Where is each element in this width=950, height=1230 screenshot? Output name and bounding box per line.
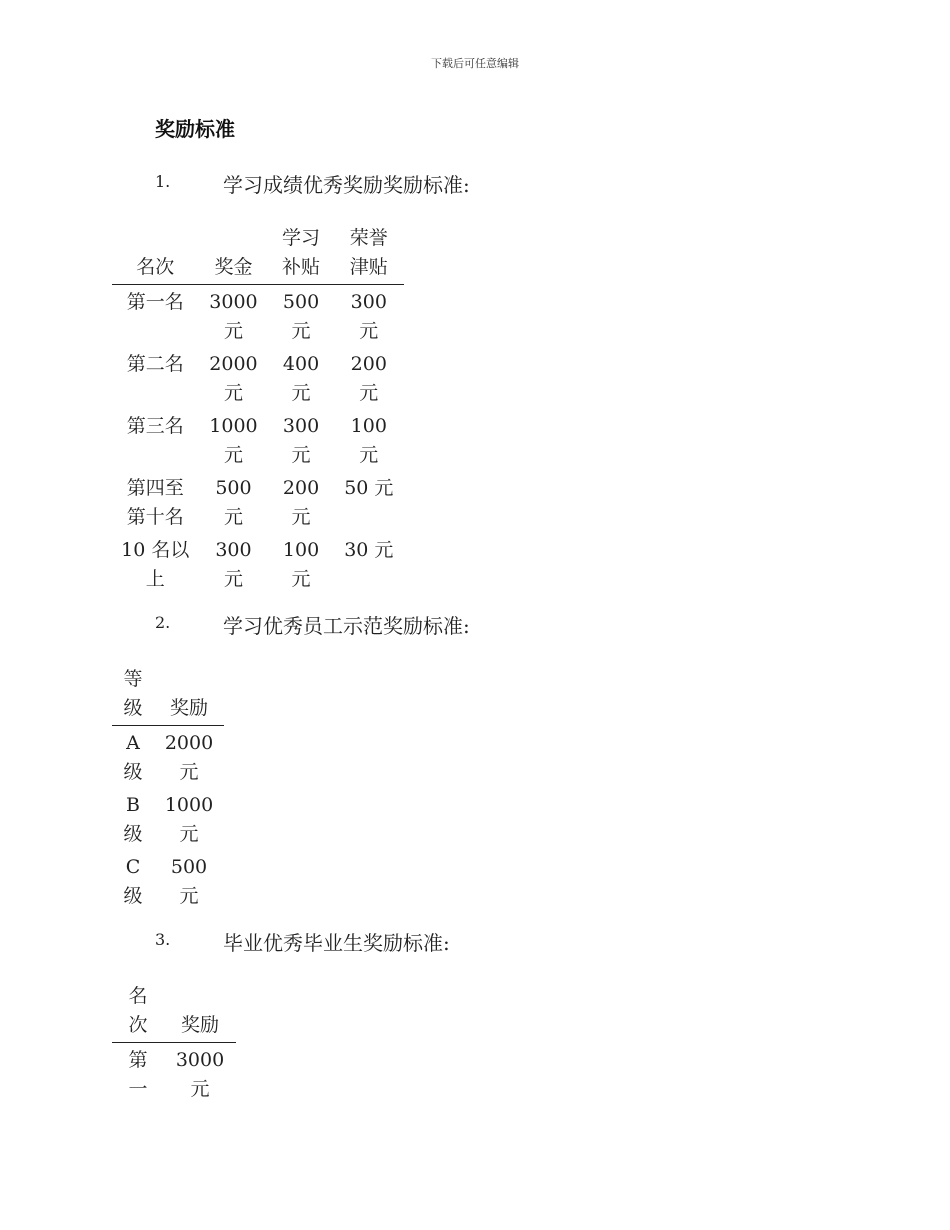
table-cell: B 级 xyxy=(123,794,143,845)
column-header-bonus: 奖金 xyxy=(198,224,268,285)
table-row xyxy=(112,726,224,789)
column-header-reward: 奖励 xyxy=(164,982,236,1043)
table-row xyxy=(112,471,404,533)
table-row xyxy=(112,788,224,850)
table-row xyxy=(112,533,404,595)
table-cell: 400 元 xyxy=(282,353,320,404)
column-header-rank: 名次 xyxy=(112,224,198,285)
table-cell: 1000 元 xyxy=(164,794,214,845)
table-cell: 300 元 xyxy=(282,415,320,466)
column-header-study-subsidy: 学习 补贴 xyxy=(269,224,334,285)
page-title: 奖励标准 xyxy=(155,117,235,141)
section-title: 毕业优秀毕业生奖励标准: xyxy=(223,931,450,955)
table-cell: 3000 元 xyxy=(209,291,258,342)
table-cell: 500 元 xyxy=(282,291,320,342)
table-cell: 200 元 xyxy=(350,353,387,404)
table-cell: 第三名 xyxy=(126,415,184,437)
section-number: 2. xyxy=(155,613,171,632)
graduate-award-table xyxy=(112,982,236,1105)
table-cell: 300 元 xyxy=(350,291,387,342)
table-row xyxy=(112,347,404,409)
header-note: 下载后可任意编辑 xyxy=(431,57,519,70)
table-cell: 第二名 xyxy=(126,353,184,375)
column-header-grade: 等 级 xyxy=(112,665,154,726)
table-cell: 1000 元 xyxy=(209,415,258,466)
table-cell: 100 元 xyxy=(282,539,320,590)
table-cell: A 级 xyxy=(123,732,143,783)
table-cell: 第四至 第十名 xyxy=(126,477,184,528)
table-cell: 2000 元 xyxy=(164,732,214,783)
table-row xyxy=(112,850,224,912)
table-cell: 10 名以 上 xyxy=(121,539,190,590)
table-cell: 2000 元 xyxy=(209,353,258,404)
table-cell: 第 一 xyxy=(128,1049,148,1100)
table-cell: 500 元 xyxy=(215,477,252,528)
column-header-honor-allowance: 荣誉 津贴 xyxy=(334,224,404,285)
table-cell: 3000 元 xyxy=(175,1049,225,1100)
table-row xyxy=(112,409,404,471)
column-header-reward: 奖励 xyxy=(154,665,224,726)
section-title: 学习成绩优秀奖励奖励标准: xyxy=(223,173,470,197)
section-number: 1. xyxy=(155,172,171,191)
table-cell: 100 元 xyxy=(350,415,387,466)
section-number: 3. xyxy=(155,930,171,949)
table-cell: 200 元 xyxy=(282,477,320,528)
table-cell: 300 元 xyxy=(215,539,252,590)
table-cell: 500 元 xyxy=(170,856,208,907)
table-cell: C 级 xyxy=(123,856,143,907)
table-cell: 30 元 xyxy=(344,539,394,561)
section-title: 学习优秀员工示范奖励标准: xyxy=(223,614,470,638)
table-cell: 第一名 xyxy=(126,291,184,313)
table-row xyxy=(112,285,404,348)
academic-award-table xyxy=(112,224,404,595)
column-header-rank: 名 次 xyxy=(112,982,164,1043)
table-cell: 50 元 xyxy=(344,477,394,499)
table-row xyxy=(112,1043,236,1106)
employee-award-table xyxy=(112,665,224,912)
